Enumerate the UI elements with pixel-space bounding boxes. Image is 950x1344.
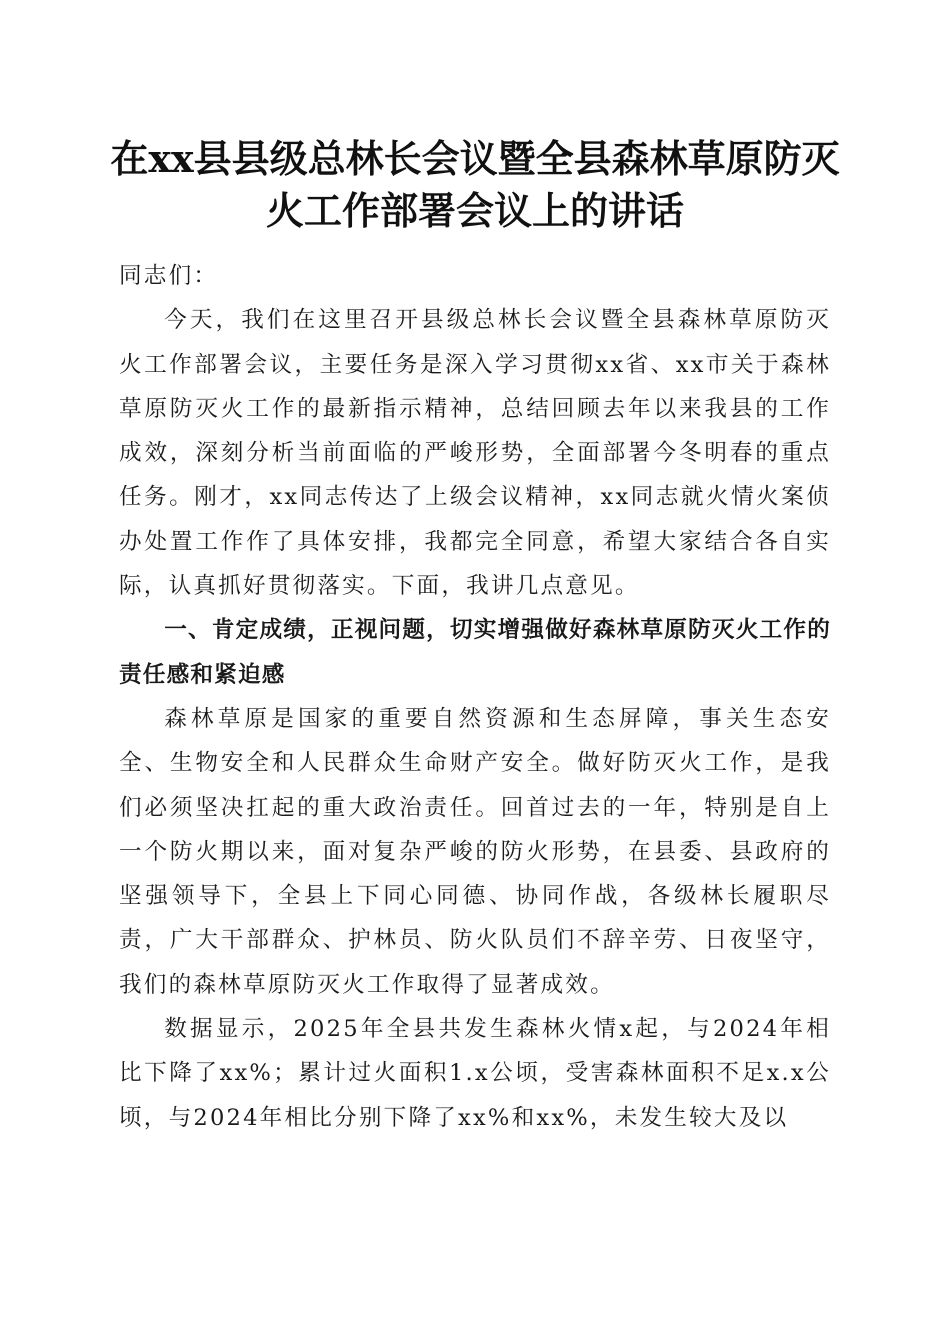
salutation: 同志们： <box>119 263 219 289</box>
document-body <box>119 254 831 1140</box>
document-title: 在xx县县级总林长会议暨全县森林草原防灭火工作部署会议上的讲话 <box>110 136 840 233</box>
section-1-paragraph-2: 数据显示，2025年全县共发生森林火情x起，与2024年相比下降了xx%；累计过火面积1.x公顷，受害森林面积不足x.x公顷，与2024年相比分别下降了xx%和xx%，未发生较大及以 <box>119 1016 831 1131</box>
intro-paragraph: 今天，我们在这里召开县级总林长会议暨全县森林草原防灭火工作部署会议，主要任务是深入学习贯彻xx省、xx市关于森林草原防灭火工作的最新指示精神，总结回顾去年以来我县的工作成效，深刻分析当前面临的严峻形势，全面部署今冬明春的重点任务。刚才，xx同志传达了上级会议精神，xx同志就火情火案侦办处置工作作了具体安排，我都完全同意，希望大家结合各自实际，认真抓好贯彻落实。下面，我讲几点意见。 <box>119 307 831 600</box>
section-1-paragraph-1: 森林草原是国家的重要自然资源和生态屏障，事关生态安全、生物安全和人民群众生命财产安全。做好防灭火工作，是我们必须坚决扛起的重大政治责任。回首过去的一年，特别是自上一个防火期以来，面对复杂严峻的防火形势，在县委、县政府的坚强领导下，全县上下同心同德、协同作战，各级林长履职尽责，广大干部群众、护林员、防火队员们不辞辛劳、日夜坚守，我们的森林草原防灭火工作取得了显著成效。 <box>119 705 831 998</box>
section-1-heading: 一、肯定成绩，正视问题，切实增强做好森林草原防灭火工作的责任感和紧迫感 <box>119 617 831 688</box>
